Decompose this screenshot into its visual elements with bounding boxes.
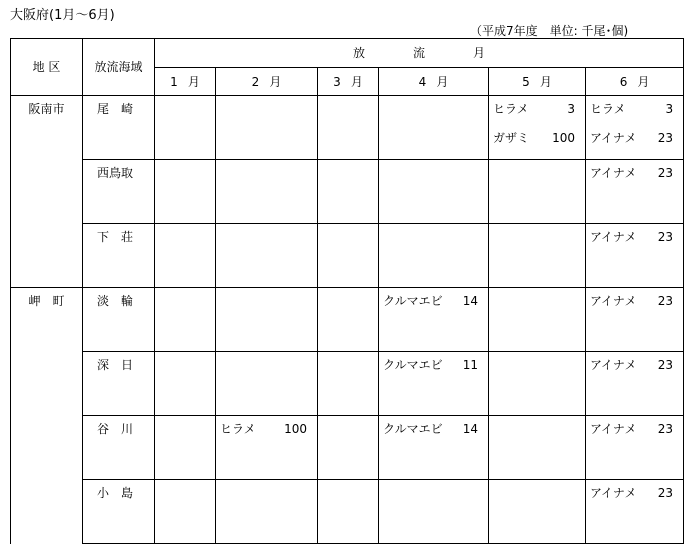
table-row	[11, 352, 684, 416]
cell-may: ヒラメ 3 ガザミ 100	[489, 96, 586, 160]
header-month-5: 5 月	[489, 68, 586, 96]
cell-jun: アイナメ 23	[586, 480, 684, 544]
page-title: 大阪府(1月～6月)	[10, 8, 115, 23]
cell-jun: アイナメ 23	[586, 352, 684, 416]
header-area: 地 区	[11, 39, 83, 96]
table-row	[11, 416, 684, 480]
header-month-1: 1 月	[155, 68, 216, 96]
header-month-6: 6 月	[586, 68, 684, 96]
table-row	[11, 96, 684, 160]
header-release-month: 放 流 月	[155, 39, 684, 68]
area-cell: 岬 町	[11, 288, 83, 352]
sea-cell: 下 荘	[83, 224, 155, 288]
header-sea: 放流海域	[83, 39, 155, 96]
table-row	[11, 160, 684, 224]
sea-cell: 淡 輪	[83, 288, 155, 352]
sea-cell: 小 島	[83, 480, 155, 544]
header-month-2: 2 月	[216, 68, 318, 96]
cell-apr: クルマエビ 11	[379, 352, 489, 416]
sea-cell: 尾 崎	[83, 96, 155, 160]
cell-jun: アイナメ 23	[586, 416, 684, 480]
sea-cell: 深 日	[83, 352, 155, 416]
sea-cell: 西鳥取	[83, 160, 155, 224]
sea-cell: 谷 川	[83, 416, 155, 480]
cell-apr: クルマエビ 14	[379, 416, 489, 480]
table-row	[11, 288, 684, 352]
unit-note: （平成7年度 単位: 千尾･個)	[470, 24, 629, 38]
cell-feb: ヒラメ 100	[216, 416, 318, 480]
cell-jun: ヒラメ 3 アイナメ 23	[586, 96, 684, 160]
table-row	[11, 480, 684, 544]
area-cell: 阪南市	[11, 96, 83, 160]
header-month-4: 4 月	[379, 68, 489, 96]
cell-jun: アイナメ 23	[586, 288, 684, 352]
release-table	[10, 38, 684, 544]
cell-jun: アイナメ 23	[586, 224, 684, 288]
header-month-3: 3 月	[318, 68, 379, 96]
cell-apr: クルマエビ 14	[379, 288, 489, 352]
table-row	[11, 224, 684, 288]
cell-jun: アイナメ 23	[586, 160, 684, 224]
